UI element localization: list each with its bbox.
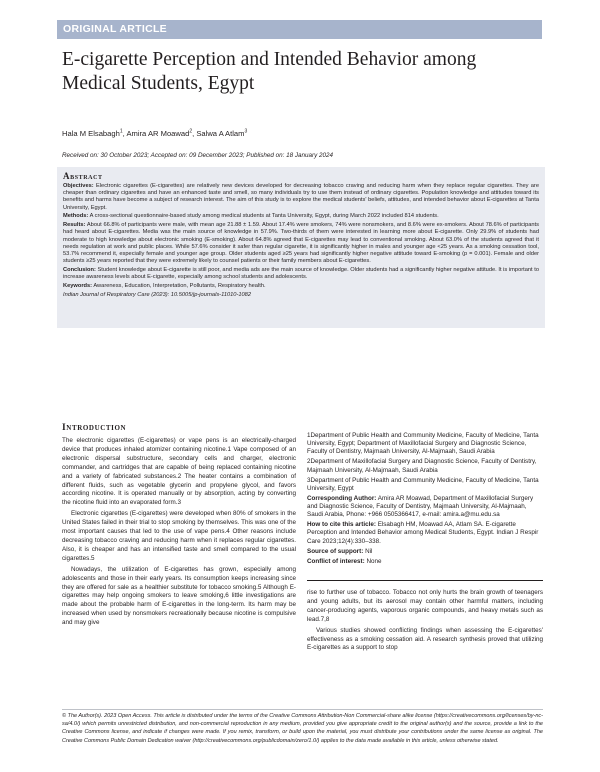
- affiliations-divider: [307, 580, 543, 581]
- keywords-label: Keywords:: [63, 283, 93, 290]
- results-text: About 66.8% of participants were male, with mean age 21.88 ± 1.59. About 17.4% were smokers, 74% were nonsmokers, and 8.6% were ex-smokers. About 78.6% of participants had heard about E-cigarettes. Media was the main source of knowledge in 57.9%. Two-thirds of them were interested in learning more about E-cigarette. Only 29.9% of students had moderate to high knowledge about electronic smoking (E-smoking). About 64.8% agreed that E-cigarettes may lead to conventional smoking. About 63.0% of the students agreed that it needs regulation at work and public places. While 57.6% consider it safer than regular cigarette, it is significantly higher in males and younger age <25 years. As a smoking cessation tool, 53.7% recommend it, especially female and younger age group. Older students aged ≥25 years had significantly higher negative attitude toward E-smoking (p = 0.001). Female and older students ≥25 years reported that they were extremely likely to counsel patients or their family members about E-cigarettes.: [63, 222, 539, 265]
- intro-paragraph: rise to further use of tobacco. Tobacco not only hurts the brain growth of teenagers and young adults, but its aerosol may contain other harmful matters, including cancer-producing agents, vaporous organic compounds, and heavy metals such as lead.7,8: [307, 589, 543, 623]
- abstract-keywords: [63, 283, 539, 290]
- conflict-of-interest: [307, 558, 543, 566]
- abstract-methods: [63, 213, 539, 220]
- abstract-box: [57, 167, 545, 328]
- corresponding-author-text: Amira AR Moawad, Department of Maxillofacial Surgery and Diagnostic Science, Faculty of Dentistry, Majmaah University, Al-Majmaah, Saudi Arabia, Phone: +966 0505366417, e-mail: amira.a@mu.edu.sa: [307, 494, 534, 519]
- footer-divider: [62, 709, 543, 710]
- right-column: [307, 589, 543, 655]
- intro-paragraph: The electronic cigarettes (E-cigarettes) or vape pens is an electrically-charged device that produces inhaled atomizer containing nicotine.1 Vape composed of an electronic dispersal substructure, secondary cells and charger, electronic commander, and cartridges that are capable of being replaced containing nicotine and a variety of fabricated substances.2 The heater contains a combination of different fluids, such as vegetable glycerin and propylene glycol, and favors according nicotine. It is operated manually or by absorption, acting by converting the nicotine fluid into an evaporated form.3: [62, 437, 296, 507]
- author-affiliation-number: 3: [244, 128, 248, 135]
- author-name: Amira AR Moawad: [126, 129, 190, 138]
- source-of-support-label: Source of support:: [307, 547, 364, 555]
- abstract-heading: Abstract: [63, 171, 103, 181]
- affiliations-block: [307, 432, 543, 568]
- objectives-text: Electronic cigarettes (E-cigarettes) are relatively new devices developed for decreasing tobacco craving and reducing harm when they replace regular cigarettes. They are cheaper than ordinary cigarettes and have an enhanced taste and smell, so many individuals try to use them instead of ordinary cigarettes. Population knowledge and attitudes toward its benefits and harms have become a subject of research interest. The aim of this study is to explore the medical students' beliefs, attitudes, and intended behavior about E-cigarettes at Tanta University, Egypt.: [63, 183, 539, 211]
- affiliation-1: 1Department of Public Health and Community Medicine, Faculty of Medicine, Tanta University, Egypt; Department of Maxillofacial Surgery and Diagnostic Science, Faculty of Dentistry, Majmaah University, Al-Majmaah, Saudi Arabia: [307, 432, 539, 456]
- license-notice: © The Author(s). 2023 Open Access. This article is distributed under the terms of the Creative Commons Attribution-Non Commercial-share alike license (https://creativecommons.org/licenses/by-nc-sa/4.0/) which permits unrestricted distribution, and non-commercial reproduction in any medium, provided you give appropriate credit to the original author(s) and the source, provide a link to the Creative Commons license, and indicate if changes were made. If you remix, transform, or build upon the material, you must distribute your contributions under the same license as original. The Creative Commons Public Domain Dedication waiver (http://creativecommons.org/publicdomain/zero/1.0/) applies to the data made available in this article, unless otherwise stated.: [62, 713, 543, 744]
- author-affiliation-number: 2: [189, 128, 193, 135]
- methods-label: Methods:: [63, 213, 89, 220]
- author-affiliation-number: 1: [119, 128, 123, 135]
- how-to-cite: [307, 521, 543, 546]
- abstract-results: [63, 222, 539, 265]
- conclusion-text: Student knowledge about E-cigarette is still poor, and media ads are the main source of knowledge. Older students had a significantly higher negative attitude. It is important to increase awareness levels about E-cigarette, especially among school students and adolescents.: [63, 267, 539, 281]
- left-column: [62, 437, 296, 630]
- intro-paragraph: Electronic cigarettes (E-cigarettes) were developed when 80% of smokers in the United States failed in their trial to stop smoking by themselves. This was one of the most important causes that led to the use of vape pens.4 Other reasons include decreasing tobacco craving and reducing harm when it replaces regular cigarettes. Also, it is cheaper and has an intensified taste and smell compared to the usual cigarettes.5: [62, 510, 296, 562]
- author-list: Hala M Elsabagh$^1$, Amira AR Moawad$^2$, Salwa A Atlam$^3$: [62, 128, 248, 138]
- publication-dates: Received on: 30 October 2023; Accepted on: 09 December 2023; Published on: 18 January 2024: [62, 152, 334, 159]
- keywords-text: Awareness, Education, Interpretation, Pollutants, Respiratory health.: [93, 283, 266, 290]
- introduction-heading: Introduction: [62, 423, 127, 433]
- how-to-cite-label: How to cite this article:: [307, 521, 376, 529]
- author-name: Salwa A Atlam: [196, 129, 245, 138]
- corresponding-author: [307, 495, 543, 520]
- objectives-label: Objectives:: [63, 183, 94, 189]
- affiliation-3: 3Department of Public Health and Community Medicine, Faculty of Medicine, Tanta University, Egypt: [307, 476, 539, 492]
- article-title: E-cigarette Perception and Intended Behavior among Medical Students, Egypt: [62, 49, 477, 94]
- author-name: Hala M Elsabagh: [62, 129, 120, 138]
- methods-text: A cross-sectional questionnaire-based study among medical students at Tanta University, Egypt, during March 2022 included 814 students.: [89, 213, 439, 220]
- conclusion-label: Conclusion:: [63, 267, 96, 274]
- abstract-objectives: [63, 183, 539, 212]
- intro-paragraph: Nowadays, the utilization of E-cigarettes has grown, especially among adolescents and those in their early years. Its consumption keeps increasing since they are offered for sale as a healthier substitute for tobacco smoking.5 Although E-cigarettes may help ongoing smokers to leave smoking,6 little investigations are made about the probable harm of E-cigarettes in the long-term. Its harm may be increased when used by nonsmokers recreationally because nicotine is compulsive and may give: [62, 565, 296, 627]
- abstract-conclusion: [63, 267, 539, 281]
- how-to-cite-text: Elsabagh HM, Moawad AA, Atlam SA. E-cigarette Perception and Intended Behavior among Medical Students, Egypt. Indian J Respir Care 2023;12(4):330–338.: [307, 521, 539, 545]
- results-label: Results:: [63, 222, 86, 229]
- conflict-of-interest-text: None: [366, 557, 382, 565]
- article-type-banner: ORIGINAL ARTICLE: [57, 20, 542, 39]
- affiliation-2: 2Department of Maxillofacial Surgery and Diagnostic Science, Faculty of Dentistry, Majmaah University, Al-Majmaah, Saudi Arabia: [307, 458, 537, 474]
- journal-citation: Indian Journal of Respiratory Care (2023): 10.5005/jp-journals-11010-1082: [63, 291, 252, 298]
- conflict-of-interest-label: Conflict of interest:: [307, 557, 365, 565]
- intro-paragraph: Various studies showed conflicting findings when assessing the E-cigarettes' effectiveness as a smoking cessation aid. A research synthesis proved that utilizing E-cigarettes as a support to stop: [307, 626, 543, 652]
- corresponding-author-label: Corresponding Author:: [307, 494, 377, 502]
- source-of-support: [307, 548, 543, 556]
- source-of-support-text: Nil: [365, 547, 373, 555]
